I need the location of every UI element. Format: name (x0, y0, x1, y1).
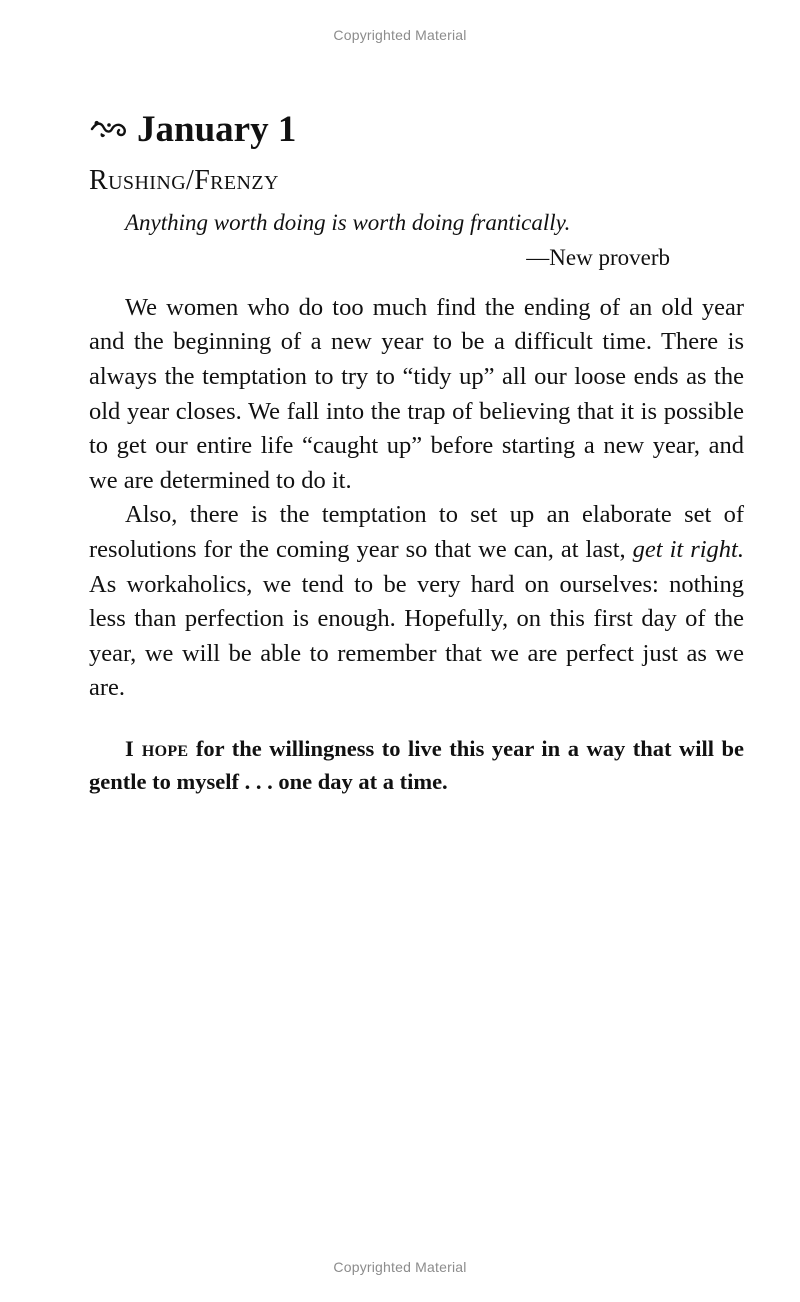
copyright-watermark-top: Copyrighted Material (333, 27, 467, 43)
entry-heading (89, 100, 744, 158)
body-paragraph: We women who do too much find the ending of an old year and the beginning of a new year to be a difficult time. There is always the temptation to try to “tidy up” all our loose ends as the old year closes. We fall into the trap of believing that it is possible to get our entire life “caught up” before starting a new year, and we are determined to do it. (89, 293, 744, 494)
book-page (89, 100, 744, 798)
paragraph-text-before: Also, there is the temptation to set up an elaborate set of resolutions for the coming year so that we can, at last, (89, 501, 744, 563)
body-paragraph (89, 498, 744, 706)
fleuron-icon (89, 116, 129, 142)
entry-date: January 1 (137, 108, 297, 150)
copyright-watermark-bottom: Copyrighted Material (333, 1259, 467, 1275)
entry-topic: Rushing/Frenzy (89, 165, 279, 196)
epigraph-quote: Anything worth doing is worth doing frantically. (125, 209, 571, 235)
affirmation-text: for the willingness to live this year in a way that will be gentle to myself . . . one day at a time. (89, 735, 744, 794)
entry-body (89, 291, 744, 706)
epigraph-attribution: —New proverb (526, 244, 670, 270)
affirmation-lead: I hope (125, 735, 189, 761)
emphasis-text: get it right. (632, 535, 744, 563)
daily-affirmation (89, 732, 744, 798)
paragraph-text-after: As workaholics, we tend to be very hard on ourselves: nothing less than perfection is enough. Hopefully, on this first day of the year, we will be able to remember that we are perfect just as we are. (89, 570, 744, 702)
